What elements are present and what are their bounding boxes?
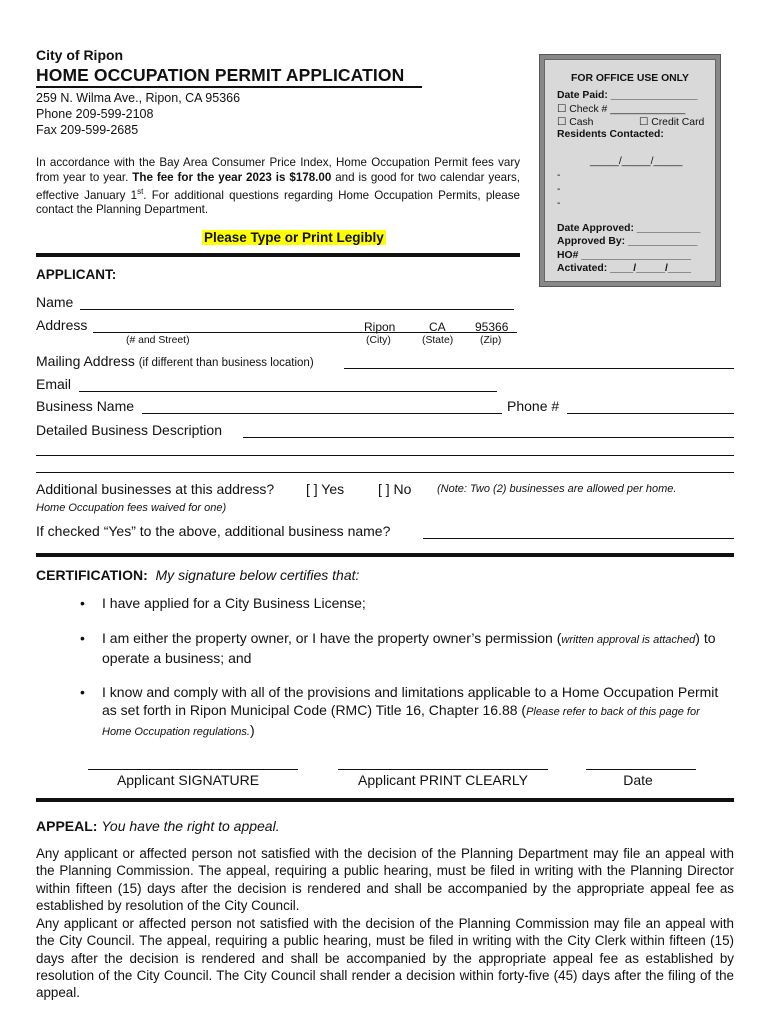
city-name: City of Ripon — [36, 47, 124, 63]
yes-checkbox[interactable]: [ ] Yes — [306, 481, 345, 497]
dash-line: - — [557, 184, 561, 195]
name-field[interactable] — [80, 309, 514, 310]
city-address: 259 N. Wilma Ave., Ripon, CA 95366 — [36, 91, 241, 105]
address-field[interactable] — [93, 332, 517, 333]
business-name-label: Business Name — [36, 398, 135, 414]
description-field[interactable] — [243, 437, 734, 438]
dash-line: - — [557, 170, 561, 181]
date-field[interactable] — [586, 769, 696, 770]
city-caption: (City) — [366, 335, 391, 346]
date-paid-field[interactable]: Date Paid: _______________ — [557, 90, 698, 101]
description-field-line[interactable] — [36, 455, 734, 456]
divider — [36, 798, 734, 802]
additional-business-name-field[interactable] — [423, 538, 734, 539]
description-label: Detailed Business Description — [36, 422, 222, 438]
date-approved-field[interactable]: Date Approved: ___________ — [557, 223, 701, 234]
state-caption: (State) — [422, 335, 454, 346]
additional-business-name-label: If checked “Yes” to the above, additional business name? — [36, 523, 391, 539]
mailing-address-field[interactable] — [344, 368, 734, 369]
signature-label: Applicant SIGNATURE — [116, 772, 260, 788]
approved-by-field[interactable]: Approved By: ____________ — [557, 236, 698, 247]
ho-number-field[interactable]: HO# ___________________ — [557, 250, 692, 261]
name-label: Name — [36, 294, 74, 310]
phone-label: Phone # — [507, 398, 560, 414]
city-value: Ripon — [364, 320, 396, 334]
title-underline — [36, 86, 422, 88]
mailing-address-label: Mailing Address (if different than business location) — [36, 353, 314, 369]
check-checkbox[interactable]: ☐ Check # _____________ — [557, 104, 686, 115]
print-legibly-notice: Please Type or Print Legibly — [204, 230, 384, 245]
signature-field[interactable] — [88, 769, 298, 770]
print-name-label: Applicant PRINT CLEARLY — [358, 772, 528, 788]
divider — [36, 553, 734, 557]
certification-heading: CERTIFICATION: My signature below certifies that: — [36, 567, 360, 583]
zip-value: 95366 — [475, 320, 509, 334]
email-label: Email — [36, 376, 72, 392]
cash-checkbox[interactable]: ☐ Cash — [557, 117, 594, 128]
no-checkbox[interactable]: [ ] No — [378, 481, 412, 497]
city-fax: Fax 209-599-2685 — [36, 123, 139, 137]
businesses-note-cont: Home Occupation fees waived for one) — [36, 502, 227, 514]
address-label: Address — [36, 317, 88, 333]
office-use-box — [539, 54, 721, 287]
street-caption: (# and Street) — [126, 335, 190, 346]
zip-caption: (Zip) — [480, 335, 502, 346]
credit-card-checkbox[interactable]: ☐ Credit Card — [639, 117, 705, 128]
residents-contacted-label: Residents Contacted: — [557, 129, 664, 140]
fee-intro-paragraph: In accordance with the Bay Area Consumer Price Index, Home Occupation Permit fees vary from year to year. The fee for the year 2023 is $178.00 and is good for two calendar years, effective January 1st. For additional questions regarding Home Occupation Permits, please contact the Planning Department. — [36, 156, 520, 217]
residents-date-field[interactable]: _____/_____/_____ — [590, 156, 683, 167]
date-label: Date — [623, 772, 653, 788]
appeal-heading: APPEAL: You have the right to appeal. — [36, 818, 280, 834]
page-title: HOME OCCUPATION PERMIT APPLICATION — [36, 65, 405, 85]
office-use-title: FOR OFFICE USE ONLY — [571, 73, 689, 84]
dash-line: - — [557, 198, 561, 209]
business-name-field[interactable] — [142, 413, 502, 414]
email-field[interactable] — [79, 391, 497, 392]
additional-businesses-question: Additional businesses at this address? — [36, 481, 275, 497]
state-value: CA — [429, 320, 446, 334]
city-phone: Phone 209-599-2108 — [36, 107, 154, 121]
appeal-paragraph: Any applicant or affected person not satisfied with the decision of the Planning Department may file an appeal with the Planning Commission. The appeal, requiring a public hearing, must be filed in writing with the Planning Director within fifteen (15) days after the decision is rendered and shall be accompanied by the appropriate appeal fee as established by resolution of the City Council. — [36, 846, 734, 913]
applicant-heading: APPLICANT: — [36, 267, 117, 282]
activated-field[interactable]: Activated: ____/_____/____ — [557, 263, 692, 274]
phone-field[interactable] — [567, 413, 734, 414]
divider — [36, 253, 520, 257]
appeal-paragraph: Any applicant or affected person not satisfied with the decision of the Planning Commission may file an appeal with the City Council. The appeal, requiring a public hearing, must be filed in writing with the City Clerk within fifteen (15) days after the decision is rendered and shall be accompanied by the appropriate appeal fee as established by resolution of the City Council. The City Council shall render a decision within forty-five (45) days after the filing of the appeal. — [36, 916, 734, 1001]
description-field-line[interactable] — [36, 472, 734, 473]
print-name-field[interactable] — [338, 769, 548, 770]
businesses-note: (Note: Two (2) businesses are allowed per home. — [437, 483, 677, 495]
